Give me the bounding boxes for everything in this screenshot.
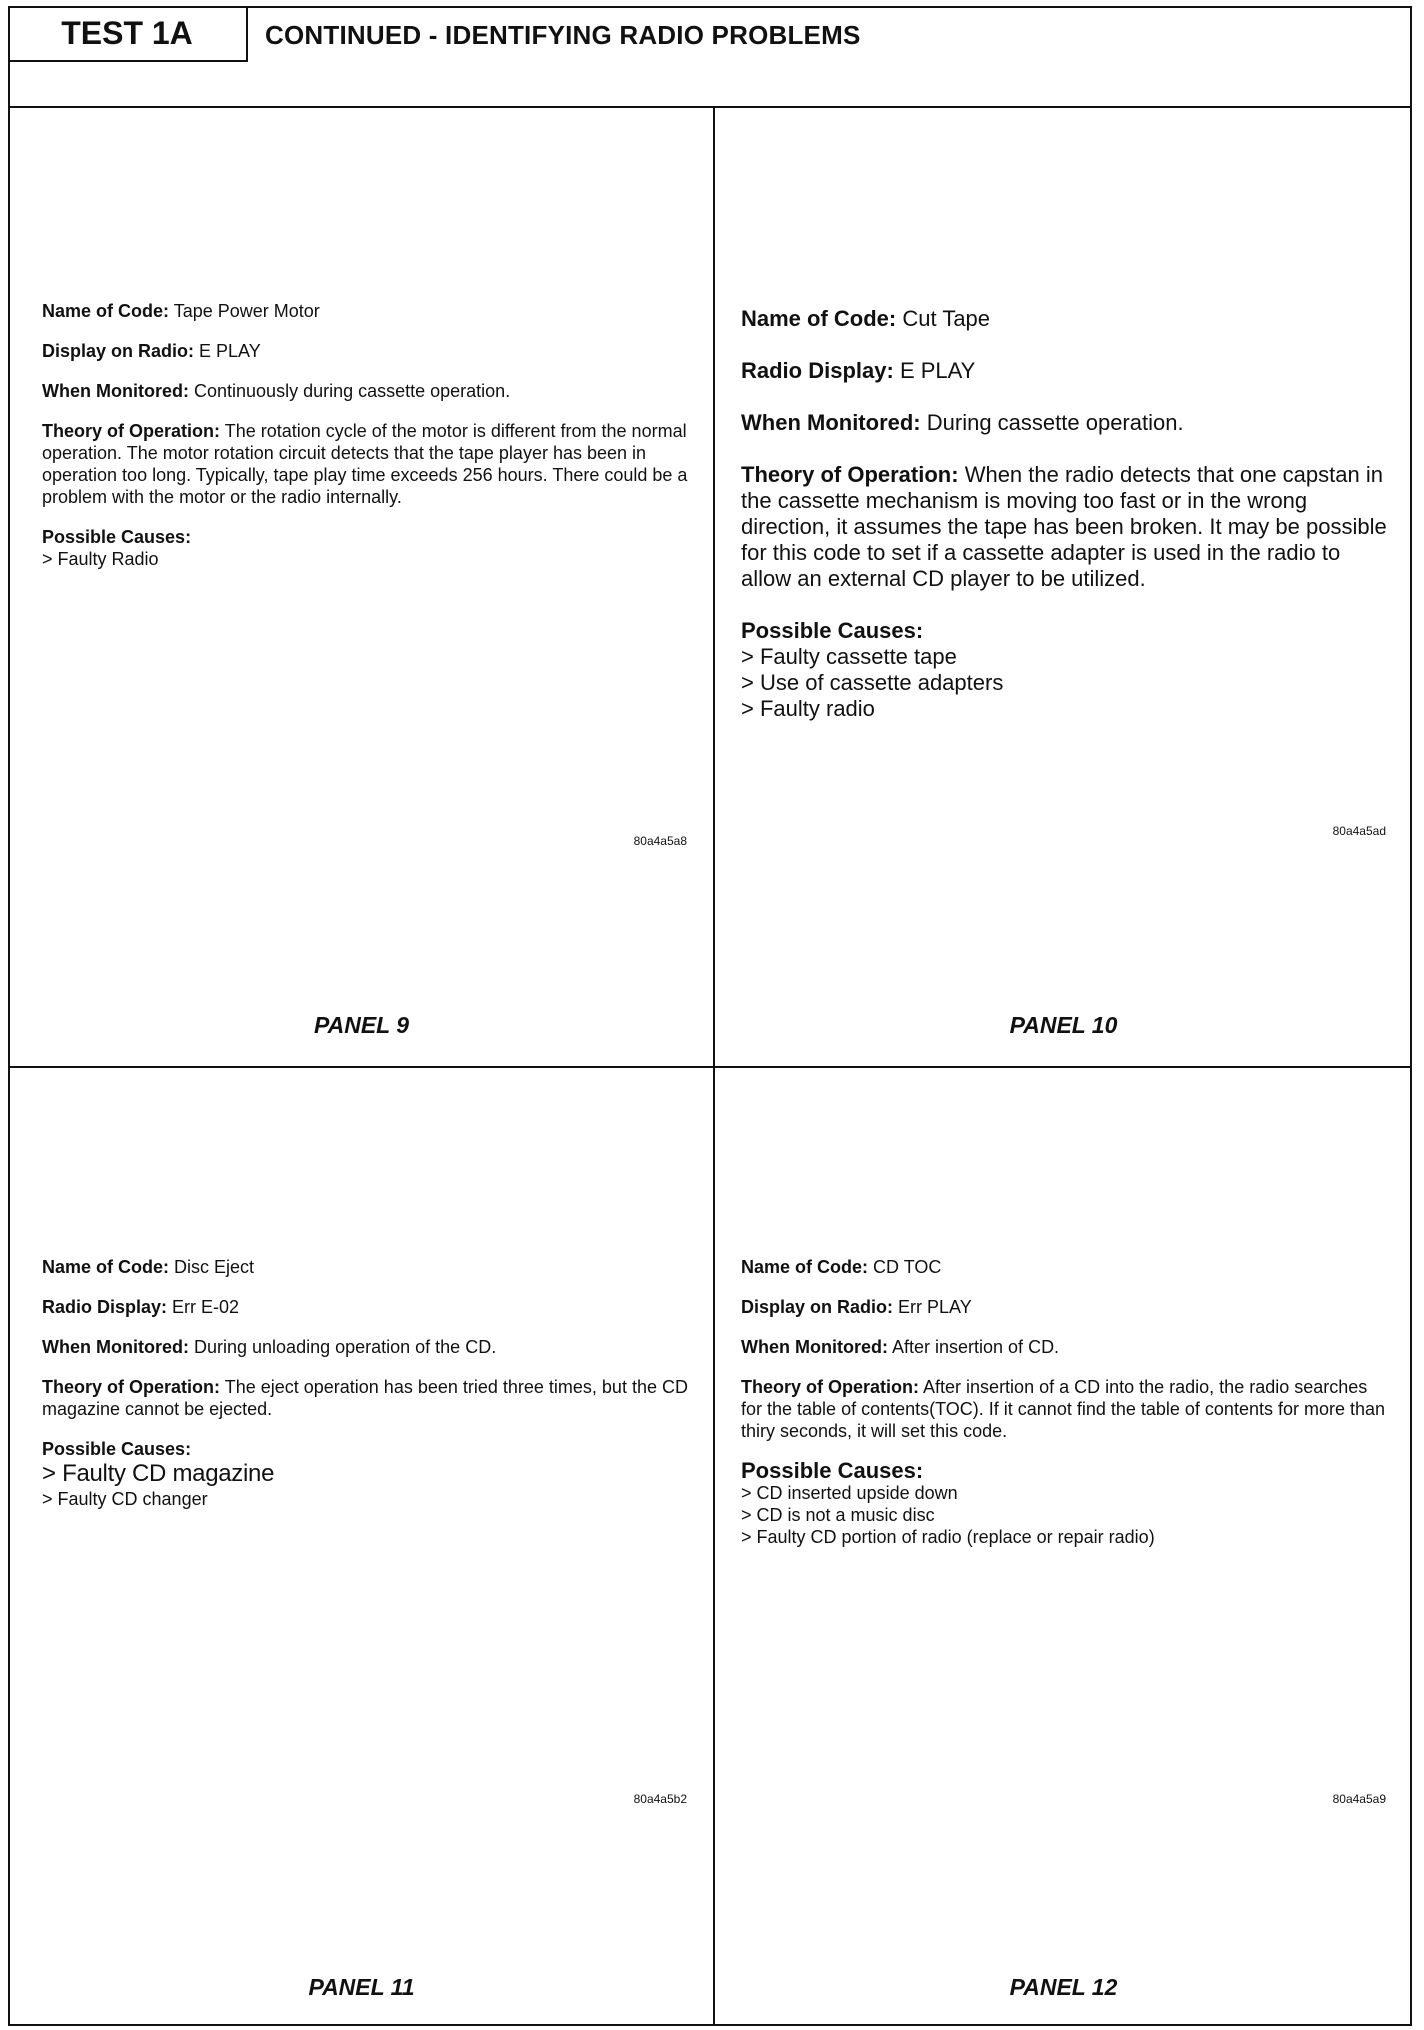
- figure-code: 80a4a5a9: [1332, 1792, 1386, 1806]
- causes-list: [741, 1482, 1392, 1548]
- name-of-code-label: Name of Code:: [42, 301, 170, 321]
- when-monitored-label: When Monitored:: [741, 410, 921, 435]
- causes-list: [42, 548, 693, 570]
- figure-code: 80a4a5ad: [1332, 824, 1386, 838]
- possible-causes-label: Possible Causes:: [42, 1439, 192, 1459]
- theory-value: After insertion of a CD into the radio, the radio searches for the table of contents(TOC). If it cannot find the table of contents for more than thiry seconds, it will set this code.: [741, 1377, 1386, 1441]
- panel-12-content: [741, 1256, 1392, 1548]
- cause-item: > Faulty cassette tape: [741, 644, 1392, 670]
- when-monitored-label: When Monitored:: [42, 381, 189, 401]
- panel-label: PANEL 10: [1009, 1012, 1118, 1038]
- panel-label: PANEL 12: [1009, 1974, 1118, 2000]
- panel-label: PANEL 11: [308, 1974, 415, 2000]
- name-of-code-value: CD TOC: [873, 1257, 942, 1277]
- when-monitored-value: Continuously during cassette operation.: [194, 381, 511, 401]
- name-of-code-value: Disc Eject: [174, 1257, 255, 1277]
- theory-label: Theory of Operation:: [741, 462, 959, 487]
- when-monitored-label: When Monitored:: [741, 1337, 888, 1357]
- cause-item: > Faulty CD portion of radio (replace or repair radio): [741, 1526, 1392, 1548]
- theory-label: Theory of Operation:: [741, 1377, 920, 1397]
- possible-causes-label: Possible Causes:: [741, 1458, 924, 1483]
- theory-label: Theory of Operation:: [42, 1377, 221, 1397]
- display-label: Display on Radio:: [741, 1297, 894, 1317]
- when-monitored-value: During cassette operation.: [926, 410, 1184, 435]
- figure-code: 80a4a5b2: [633, 1792, 687, 1806]
- panel-10-content: [741, 306, 1392, 722]
- panel-9: [10, 108, 713, 1066]
- name-of-code-label: Name of Code:: [42, 1257, 170, 1277]
- display-value: Err E-02: [172, 1297, 240, 1317]
- panel-9-content: [42, 300, 693, 570]
- cause-item: > Faulty CD changer: [42, 1488, 693, 1510]
- display-value: E PLAY: [899, 358, 976, 383]
- panel-11: [10, 1068, 713, 2026]
- panel-label: PANEL 9: [313, 1012, 409, 1038]
- cause-item: > Faulty CD magazine: [42, 1460, 693, 1488]
- display-label: Radio Display:: [42, 1297, 168, 1317]
- panel-10: [715, 108, 1412, 1066]
- display-label: Radio Display:: [741, 358, 894, 383]
- possible-causes-label: Possible Causes:: [42, 527, 192, 547]
- causes-list: [42, 1460, 693, 1510]
- name-of-code-label: Name of Code:: [741, 1257, 869, 1277]
- cause-item: > Faulty Radio: [42, 548, 693, 570]
- cause-item: > Faulty radio: [741, 696, 1392, 722]
- when-monitored-value: During unloading operation of the CD.: [194, 1337, 497, 1357]
- test-label: TEST 1A: [8, 6, 248, 62]
- figure-code: 80a4a5a8: [633, 834, 687, 848]
- theory-value: When the radio detects that one capstan in the cassette mechanism is moving too fast or in the wrong direction, it assumes the tape has been broken. It may be possible for this code to set if a cassette adapter is used in the radio to allow an external CD player to be utilized.: [741, 462, 1387, 591]
- panel-12: [715, 1068, 1412, 2026]
- page-title: CONTINUED - IDENTIFYING RADIO PROBLEMS: [265, 20, 861, 50]
- name-of-code-label: Name of Code:: [741, 306, 897, 331]
- display-label: Display on Radio:: [42, 341, 195, 361]
- name-of-code-value: Tape Power Motor: [173, 301, 320, 321]
- display-value: E PLAY: [199, 341, 261, 361]
- cause-item: > Use of cassette adapters: [741, 670, 1392, 696]
- panel-11-content: [42, 1256, 693, 1510]
- cause-item: > CD is not a music disc: [741, 1504, 1392, 1526]
- possible-causes-label: Possible Causes:: [741, 618, 924, 643]
- cause-item: > CD inserted upside down: [741, 1482, 1392, 1504]
- causes-list: [741, 644, 1392, 722]
- theory-value: The rotation cycle of the motor is different from the normal operation. The motor rotation circuit detects that the tape player has been in operation too long. Typically, tape play time exceeds 256 hours. There could be a problem with the motor or the radio internally.: [42, 421, 688, 507]
- theory-value: The eject operation has been tried three times, but the CD magazine cannot be ejected.: [42, 1377, 688, 1419]
- display-value: Err PLAY: [898, 1297, 972, 1317]
- theory-label: Theory of Operation:: [42, 421, 221, 441]
- when-monitored-value: After insertion of CD.: [892, 1337, 1060, 1357]
- when-monitored-label: When Monitored:: [42, 1337, 189, 1357]
- name-of-code-value: Cut Tape: [902, 306, 991, 331]
